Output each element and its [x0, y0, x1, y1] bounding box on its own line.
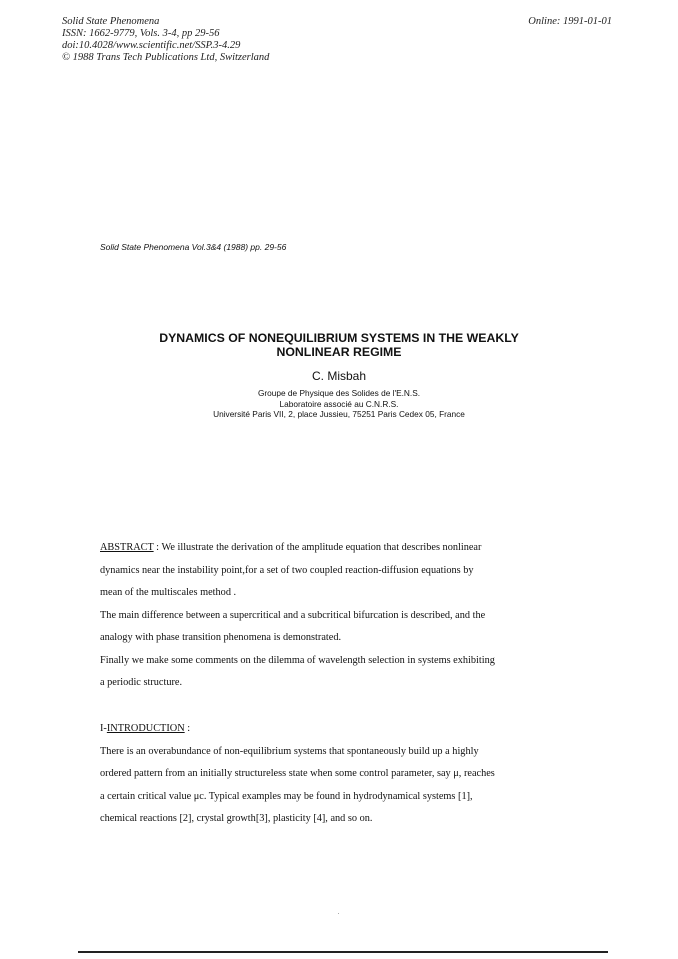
intro-heading — [100, 718, 520, 741]
introduction-section — [100, 718, 520, 831]
affiliation-line-1: Groupe de Physique des Solides de l'E.N.S. — [257, 388, 421, 398]
title-line-1: DYNAMICS OF NONEQUILIBRIUM SYSTEMS IN THE WEAKLY — [159, 331, 519, 345]
intro-line: ordered pattern from an initially structureless state when some control parameter, say μ, reaches — [100, 768, 495, 779]
abstract-line: dynamics near the instability point,for a set of two coupled reaction-diffusion equations by — [100, 564, 474, 576]
abstract-line: Finally we make some comments on the dilemma of wavelength selection in systems exhibiting — [100, 654, 495, 666]
abstract-first-line: We illustrate the derivation of the amplitude equation that describes nonlinear — [161, 542, 482, 553]
intro-line: There is an overabundance of non-equilibrium systems that spontaneously build up a highly — [100, 745, 479, 757]
intro-prefix: I- — [100, 723, 107, 734]
meta-copyright: © 1988 Trans Tech Publications Ltd, Switzerland — [62, 52, 270, 63]
meta-journal: Solid State Phenomena — [62, 16, 160, 27]
meta-issn: ISSN: 1662-9779, Vols. 3-4, pp 29-56 — [62, 28, 220, 39]
scan-speck — [338, 913, 339, 914]
abstract-line: analogy with phase transition phenomena is demonstrated. — [100, 632, 342, 643]
abstract-label: ABSTRACT — [100, 542, 154, 553]
title-line-2: NONLINEAR REGIME — [276, 345, 402, 359]
online-date: Online: 1991-01-01 — [528, 16, 612, 27]
journal-citation: Solid State Phenomena Vol.3&4 (1988) pp. 29-56 — [100, 242, 287, 252]
abstract-line-1 — [100, 537, 520, 560]
affiliation — [0, 388, 678, 420]
affiliation-line-3: Université Paris VII, 2, place Jussieu, 75251 Paris Cedex 05, France — [213, 409, 465, 420]
author-name: C. Misbah — [311, 369, 367, 383]
intro-line: chemical reactions [2], crystal growth[3], plasticity [4], and so on. — [100, 813, 373, 824]
affiliation-line-2: Laboratoire associé au C.N.R.S. — [279, 398, 399, 409]
abstract-line: a periodic structure. — [100, 677, 183, 688]
abstract-sep: : — [153, 542, 162, 553]
intro-heading-suffix: : — [184, 723, 191, 734]
paper-title — [0, 331, 678, 359]
intro-line: a certain critical value μc. Typical examples may be found in hydrodynamical systems [1], — [100, 790, 473, 802]
publication-metadata — [62, 16, 269, 64]
meta-doi: doi:10.4028/www.scientific.net/SSP.3-4.29 — [62, 40, 241, 51]
footer-rule — [78, 951, 608, 953]
abstract-line: mean of the multiscales method . — [100, 587, 237, 598]
intro-heading-text: INTRODUCTION — [106, 723, 185, 734]
abstract-section — [100, 537, 520, 695]
abstract-line: The main difference between a supercritical and a subcritical bifurcation is described, and the — [100, 609, 486, 621]
